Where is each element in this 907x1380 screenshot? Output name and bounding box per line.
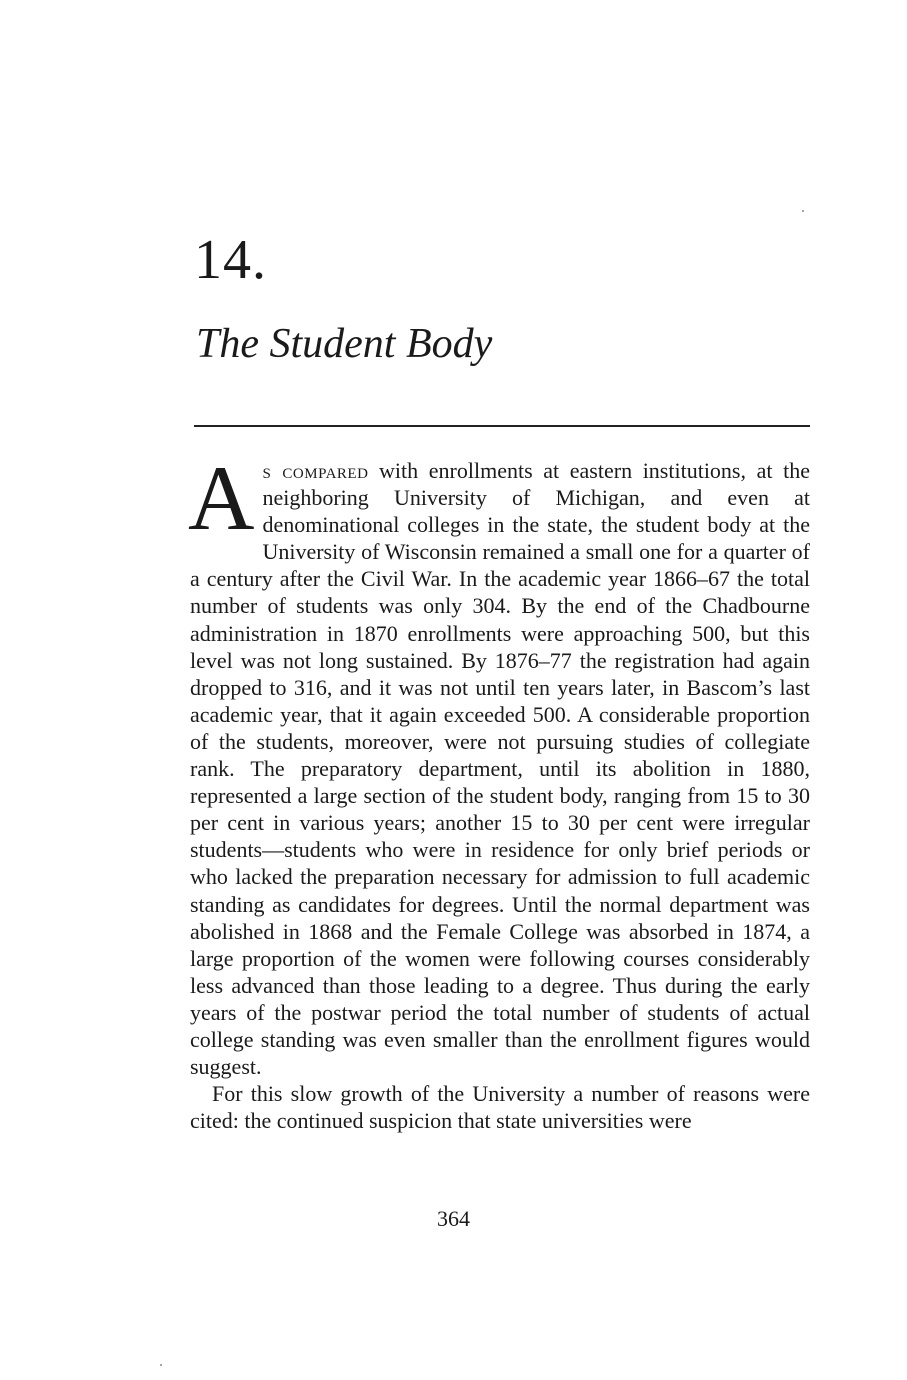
paper-speck (160, 1364, 162, 1366)
body-text (188, 447, 810, 1134)
lead-small-caps: s compared (262, 458, 369, 483)
paragraph-1 (188, 447, 810, 1080)
page-number: 364 (437, 1206, 470, 1231)
paragraph-2: For this slow growth of the University a number of reasons were cited: the continued suspicion that state universities were (190, 1081, 810, 1134)
drop-cap: A (188, 447, 255, 549)
paragraph-1-text: with enrollments at eastern institutions, at the neighboring University of Michigan, and even at denominational colleges in the state, the student body at the University of Wisconsin remained a small one for a quarter of a century after the Civil War. In the academic year 1866–67 the total number of students was only 304. By the end of the Chadbourne administration in 1870 enrollments were approaching 500, but this level was not long sustained. By 1876–77 the registration had again dropped to 316, and it was not until ten years later, in Bascom’s last academic year, that it again exceeded 500. A considerable proportion of the students, moreover, were not pursuing studies of collegiate rank. The preparatory department, until its abolition in 1880, represented a large section of the student body, ranging from 15 to 30 per cent in various years; another 15 to 30 per cent were irregular students—students who were in residence for only brief periods or who lacked the preparation necessary for admission to full academic standing as candidates for degrees. Until the normal department was abolished in 1868 and the Female College was absorbed in 1874, a large proportion of the women were following courses considerably less advanced than those leading to a degree. Thus during the early years of the postwar period the total number of students of actual college standing was even smaller than the enrollment figures would suggest. (190, 458, 810, 1080)
chapter-number: 14. (194, 229, 267, 291)
chapter-rule (194, 425, 810, 427)
chapter-title: The Student Body (196, 321, 493, 367)
paper-speck (802, 210, 804, 212)
